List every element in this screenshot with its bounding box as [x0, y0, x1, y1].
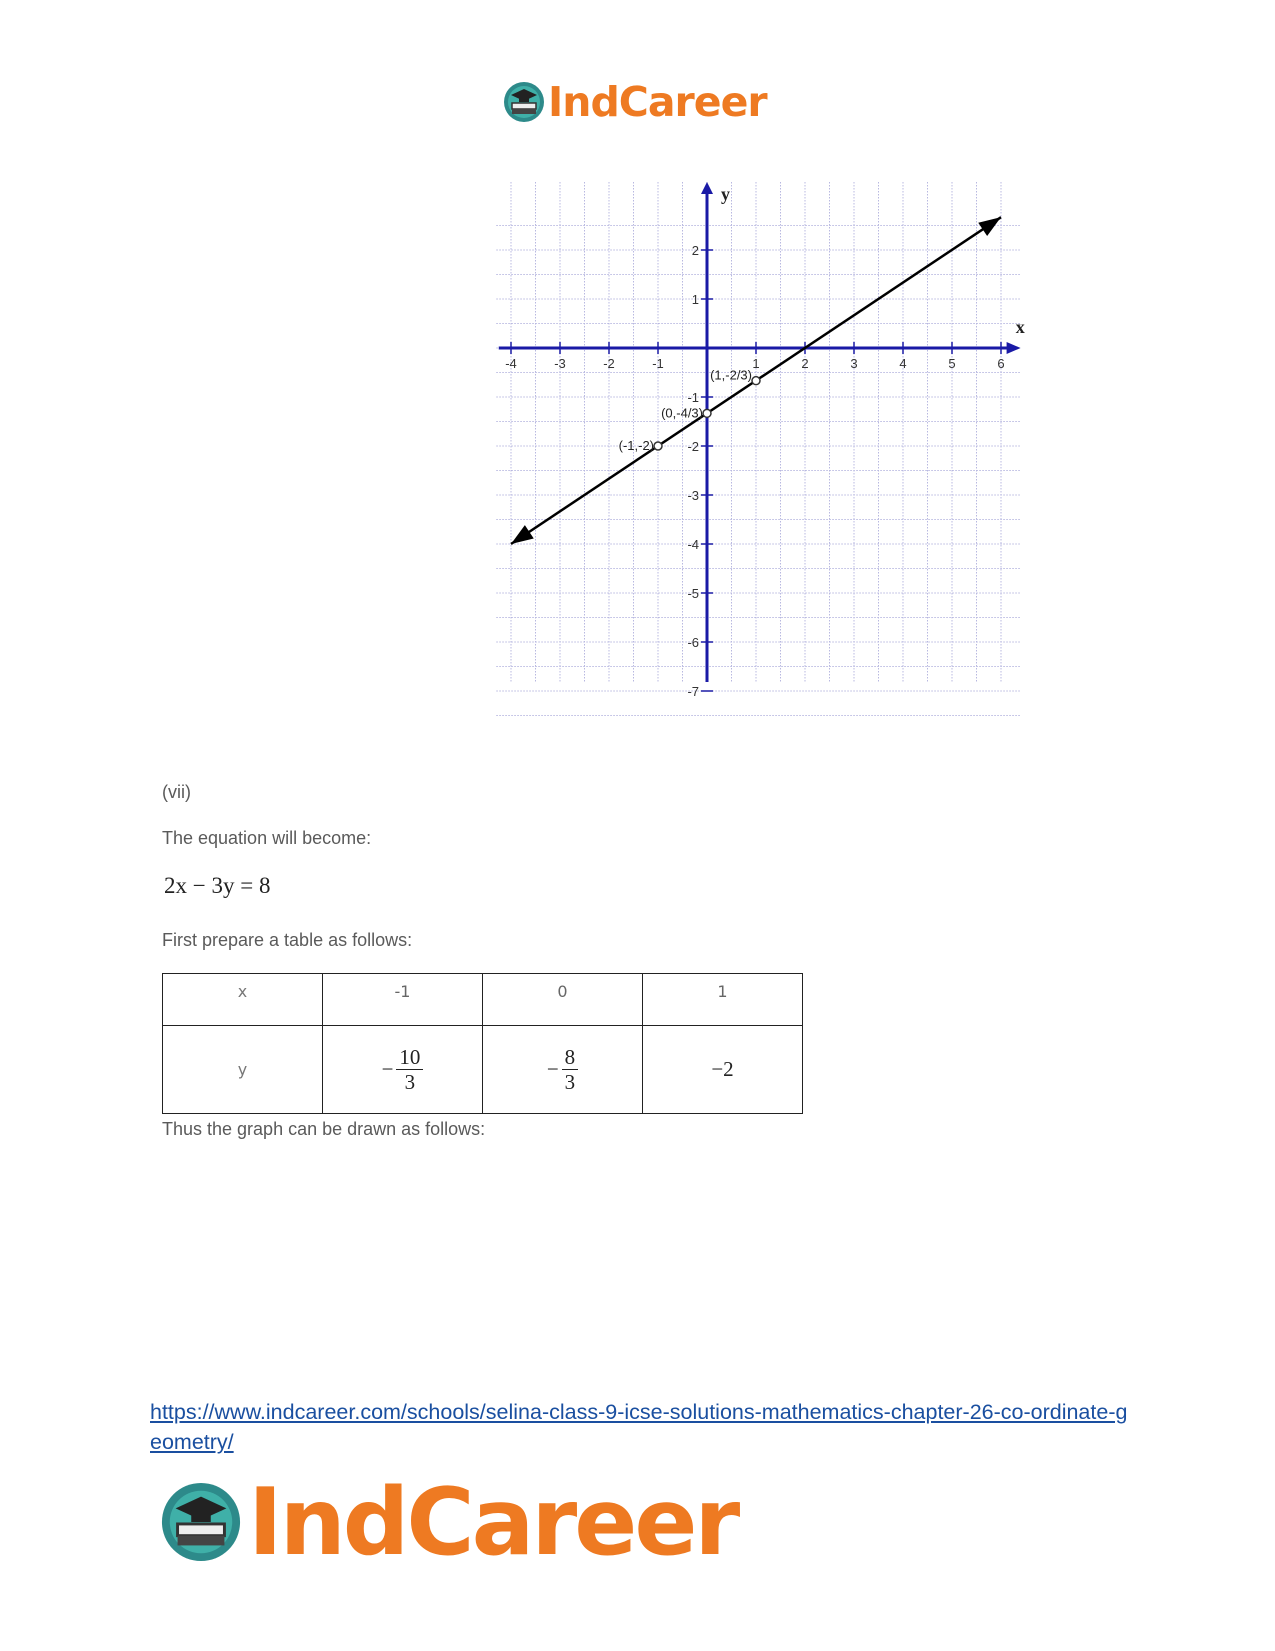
- fraction-y1: [382, 1045, 424, 1094]
- x-tick-label: 5: [948, 356, 956, 371]
- equation-intro-text: The equation will become:: [162, 828, 372, 848]
- fraction-numerator: 10: [396, 1045, 423, 1070]
- source-url-link[interactable]: https://www.indcareer.com/schools/selina-class-9-icse-solutions-mathematics-chapter-26-co-ordinate-geometry/: [150, 1400, 1128, 1454]
- y-tick-label: -2: [687, 439, 699, 454]
- y-tick-label: -1: [687, 390, 699, 405]
- table-cell-y1: [323, 1026, 483, 1114]
- x-tick-label: -4: [505, 356, 517, 371]
- point-label: (0,-4/3): [661, 405, 703, 421]
- logo-text: IndCareer: [548, 78, 767, 126]
- point-label: (1,-2/3): [710, 367, 752, 383]
- x-tick-label: 2: [801, 356, 809, 371]
- table-cell-x2: 0: [483, 974, 643, 1026]
- line-arrow-start: [511, 525, 534, 544]
- table-cell-y3: [643, 1026, 803, 1114]
- x-tick-label: -2: [603, 356, 615, 371]
- table-cell-x3: 1: [643, 974, 803, 1026]
- y-tick-label: 2: [691, 243, 699, 258]
- table-cell-y2: [483, 1026, 643, 1114]
- x-axis-arrow: [1007, 342, 1021, 354]
- coordinate-graph: [455, 182, 1055, 699]
- x-tick-label: -1: [652, 356, 664, 371]
- y-tick-label: 1: [691, 292, 699, 307]
- fraction-numerator: 8: [562, 1045, 579, 1070]
- y-tick-label: -6: [687, 635, 699, 650]
- y-axis-label: y: [721, 184, 730, 204]
- y-tick-label: -7: [687, 684, 699, 699]
- table-cell-x-label: x: [163, 974, 323, 1026]
- fraction-sign: −: [546, 1057, 559, 1081]
- table-row-y: [163, 1026, 803, 1114]
- y-tick-label: -5: [687, 586, 699, 601]
- table-cell-x1: -1: [323, 974, 483, 1026]
- y-tick-label: -4: [687, 537, 699, 552]
- plotted-point: [752, 377, 760, 385]
- y-axis-arrow: [701, 182, 713, 194]
- equation: 2x − 3y = 8: [164, 873, 271, 898]
- plotted-point: [654, 442, 662, 450]
- graduation-book-icon: [503, 81, 545, 123]
- graduation-book-icon: [160, 1481, 242, 1563]
- table-row-x: [163, 974, 803, 1026]
- x-tick-label: 4: [899, 356, 907, 371]
- y-tick-label: -3: [687, 488, 699, 503]
- fraction-denominator: 3: [404, 1070, 416, 1094]
- x-axis-label: x: [1015, 317, 1025, 337]
- indcareer-logo-bottom: [160, 1468, 737, 1576]
- x-tick-label: -3: [554, 356, 566, 371]
- value-y3: −2: [711, 1057, 734, 1081]
- x-tick-label: 3: [850, 356, 858, 371]
- line-arrow-end: [978, 217, 1001, 236]
- fraction-y2: [547, 1045, 578, 1094]
- x-tick-label: 1: [752, 356, 760, 371]
- fraction-denominator: 3: [564, 1070, 576, 1094]
- plotted-point: [703, 409, 711, 417]
- x-tick-label: 6: [997, 356, 1005, 371]
- xy-values-table: [162, 973, 803, 1114]
- graph-intro-text: Thus the graph can be drawn as follows:: [162, 1119, 486, 1139]
- indcareer-logo-top: [503, 78, 767, 126]
- logo-text: IndCareer: [248, 1468, 738, 1576]
- point-label: (-1,-2): [618, 438, 654, 453]
- table-intro-text: First prepare a table as follows:: [162, 930, 413, 950]
- table-cell-y-label: y: [163, 1026, 323, 1114]
- fraction-sign: −: [381, 1057, 394, 1081]
- part-label: (vii): [162, 782, 191, 802]
